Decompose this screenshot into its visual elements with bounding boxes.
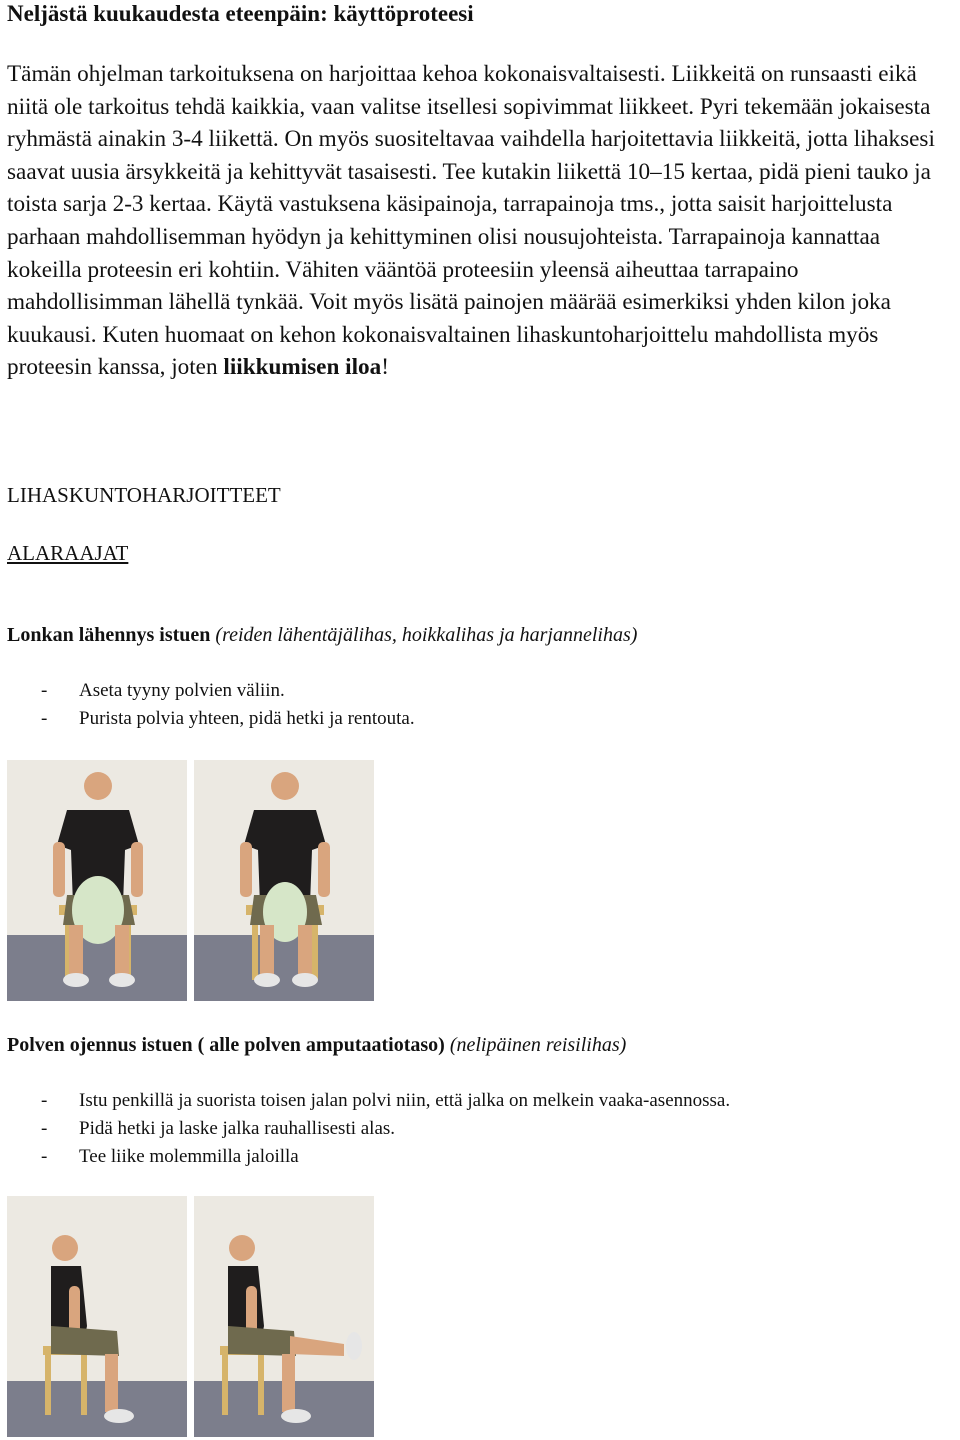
list-item: - Purista polvia yhteen, pidä hetki ja rentouta. [41, 708, 415, 729]
list-item: - Pidä hetki ja laske jalka rauhallisesti alas. [41, 1118, 396, 1139]
list-item: - Aseta tyyny polvien väliin. [41, 680, 285, 701]
exercise-2-title [7, 1032, 626, 1058]
section-title: LIHASKUNTOHARJOITTEET [7, 483, 281, 507]
exercise-2-muscles: (nelipäinen reisilihas) [449, 1034, 627, 1056]
exercise-1-title [7, 622, 637, 648]
intro-bold-phrase: liikkumisen iloa [223, 354, 382, 381]
seated-person-squeeze-photo [194, 760, 374, 1001]
list-item: - Tee liike molemmilla jaloilla [41, 1146, 299, 1167]
intro-punctuation: ! [381, 354, 389, 381]
exercise-1-name: Lonkan lähennys istuen [7, 624, 211, 646]
exercise-2-name: Polven ojennus istuen ( alle polven amputaatiotaso) [7, 1034, 445, 1056]
exercise-2-photo-1 [7, 1196, 187, 1437]
exercise-2-steps [7, 1087, 730, 1171]
intro-paragraph [7, 58, 953, 384]
exercise-1-photo-2 [194, 760, 374, 1001]
intro-text: Tämän ohjelman tarkoituksena on harjoittaa kehoa kokonaisvaltaisesti. Liikkeitä on runsaasti eikä niitä ole tarkoitus tehdä kaikkia, vaan valitse itsellesi sopivimmat liikkeet. Pyri tekemään jokaisesta ryhmästä ainakin 3-4 liikettä. On myös suositeltavaa vaihdella harjoitettavia liikkeitä, jotta lihaksesi saavat uusia ärsykkeitä ja kehittyvät tasaisesti. Tee kutakin liikettä 10–15 kertaa, pidä pieni tauko ja toista sarja 2-3 kertaa. Käytä vastuksena käsipainoja, tarrapainoja tms., jotta saisit harjoittelusta parhaan mahdollisemman hyödyn ja kehittyminen olisi nousujohteista. Tarrapainoja kannattaa kokeilla proteesin eri kohtiin. Vähiten vääntöä proteesiin yleensä aiheuttaa tarrapaino mahdollisimman lähellä tynkää. Voit myös lisätä painojen määrää esimerkiksi yhden kilon joka kuukausi. Kuten huomaat on kehon kokonaisvaltainen lihaskuntoharjoittelu mahdollista myös proteesin kanssa, joten [7, 61, 935, 381]
exercise-1-steps [7, 677, 415, 733]
seated-person-pillow-photo [7, 760, 187, 1001]
exercise-2-photo-2 [194, 1196, 374, 1437]
subsection-title: ALARAAJAT [7, 541, 129, 565]
exercise-1-photo-1 [7, 760, 187, 1001]
list-item: - Istu penkillä ja suorista toisen jalan polvi niin, että jalka on melkein vaaka-asennossa. [41, 1090, 731, 1111]
seated-leg-extension-photo [194, 1196, 374, 1437]
exercise-1-muscles: (reiden lähentäjälihas, hoikkalihas ja harjannelihas) [215, 624, 638, 646]
page-title: Neljästä kuukaudesta eteenpäin: käyttöproteesi [7, 1, 474, 26]
seated-side-view-photo [7, 1196, 187, 1437]
